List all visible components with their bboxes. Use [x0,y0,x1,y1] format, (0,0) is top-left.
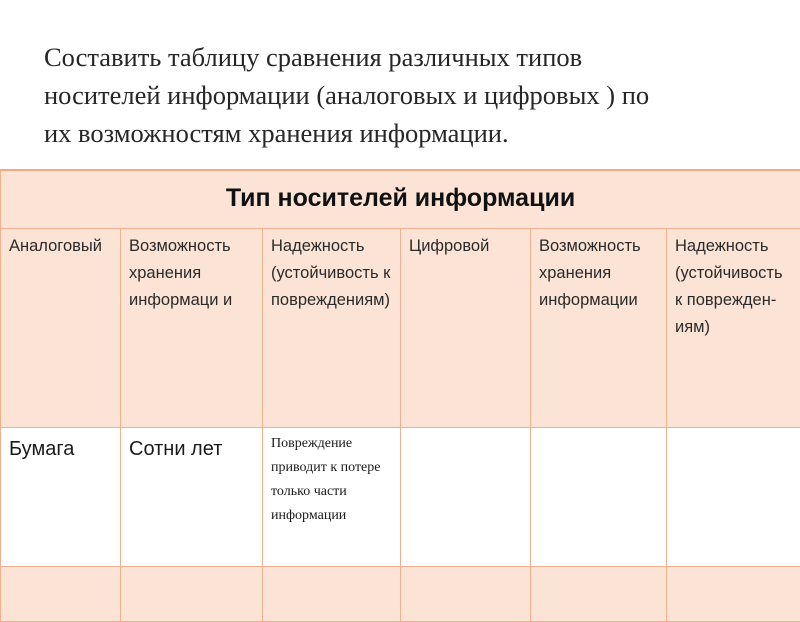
table-title: Тип носителей информации [1,170,800,229]
table-header-row [1,229,800,428]
task-line: Составить таблицу сравнения различных типов [44,38,774,76]
header-analog: Аналоговый [1,229,121,428]
table-cell [263,567,401,622]
table-cell [401,567,531,622]
task-statement [44,38,774,152]
task-line: носителей информации (аналоговых и цифровых ) по [44,76,774,114]
table-cell: Бумага [1,428,121,567]
header-analog-capacity: Возможность хранения информаци и [121,229,263,428]
table-row [1,428,800,567]
header-analog-reliability: Надежность (устойчивость к повреждениям) [263,229,401,428]
table-cell [531,567,667,622]
header-digital: Цифровой [401,229,531,428]
task-line: их возможностям хранения информации. [44,114,774,152]
comparison-table [0,169,800,622]
table-cell: Сотни лет [121,428,263,567]
table-cell [401,428,531,567]
table-cell [1,567,121,622]
header-digital-capacity: Возможность хранения информации [531,229,667,428]
table-title-row [1,170,800,229]
table-cell [667,428,800,567]
header-digital-reliability: Надежность (устойчивость к повреждениям) [667,229,800,428]
table-row [1,567,800,622]
table-cell [531,428,667,567]
table-cell: Повреждение приводит к потере только части информации [263,428,401,567]
table-cell [121,567,263,622]
table-cell [667,567,800,622]
